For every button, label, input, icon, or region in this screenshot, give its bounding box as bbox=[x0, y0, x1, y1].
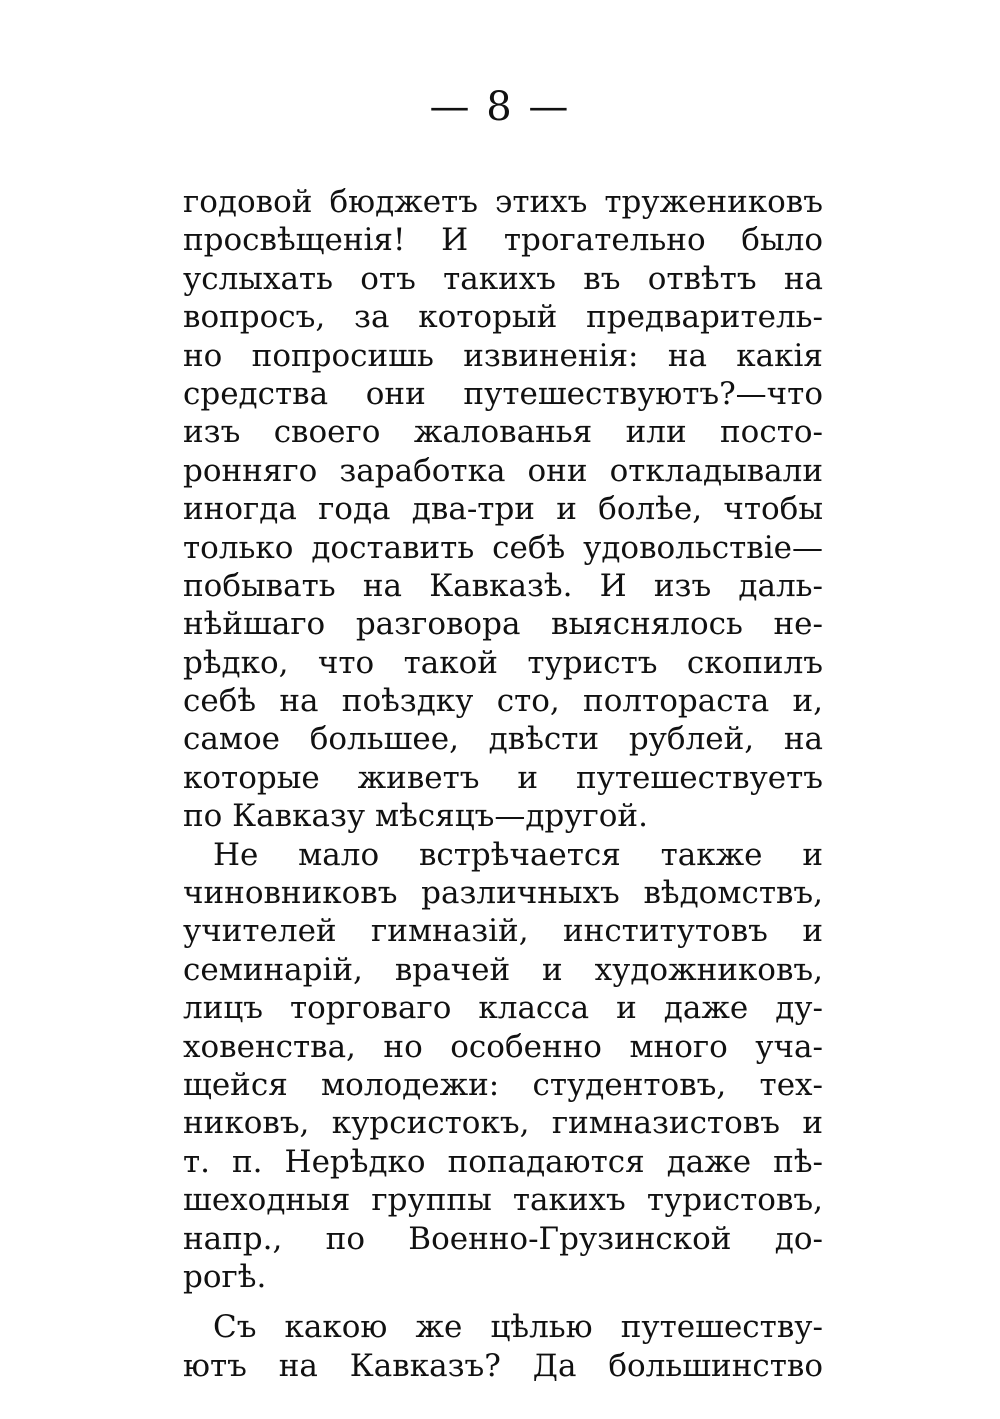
text-line: Не мало встрѣчается также и bbox=[213, 836, 823, 873]
text-line: по Кавказу мѣсяцъ—другой. bbox=[183, 798, 648, 835]
text-line: рогѣ. bbox=[183, 1258, 267, 1295]
text-line: нѣйшаго разговора выяснялось не- bbox=[183, 606, 823, 643]
text-line: просвѣщенія! И трогательно было bbox=[183, 222, 823, 259]
text-line: себѣ на поѣздку сто, полтораста и, bbox=[183, 683, 823, 720]
body-text bbox=[183, 183, 823, 1385]
text-line: щейся молодежи: студентовъ, тех- bbox=[183, 1066, 823, 1103]
text-line: вопросъ, за который предваритель- bbox=[183, 299, 823, 336]
text-line: учителей гимназій, институтовъ и bbox=[183, 913, 823, 950]
paragraph-1 bbox=[183, 183, 823, 836]
paragraph-3 bbox=[183, 1308, 823, 1385]
text-line: иногда года два-три и болѣе, чтобы bbox=[183, 491, 823, 528]
text-line: семинарій, врачей и художниковъ, bbox=[183, 951, 823, 988]
text-line: самое большее, двѣсти рублей, на bbox=[183, 721, 823, 758]
text-line: чиновниковъ различныхъ вѣдомствъ, bbox=[183, 875, 823, 912]
text-line: ронняго заработка они откладывали bbox=[183, 452, 823, 489]
text-line: рѣдко, что такой туристъ скопилъ bbox=[183, 644, 823, 681]
paragraph-2 bbox=[183, 836, 823, 1297]
page-number: — 8 — bbox=[429, 84, 571, 130]
text-line: которые живетъ и путешествуетъ bbox=[183, 759, 823, 796]
text-line: шеходныя группы такихъ туристовъ, bbox=[183, 1182, 823, 1219]
text-line: лицъ торговаго класса и даже ду- bbox=[183, 990, 823, 1027]
text-line: только доставить себѣ удовольствіе— bbox=[183, 529, 823, 566]
text-line: ховенства, но особенно много уча- bbox=[183, 1028, 823, 1065]
text-line: побывать на Кавказѣ. И изъ даль- bbox=[183, 567, 823, 604]
text-line: Съ какою же цѣлью путешеству- bbox=[213, 1309, 823, 1346]
text-line: но попросишь извиненія: на какія bbox=[183, 337, 823, 374]
text-line: годовой бюджетъ этихъ тружениковъ bbox=[183, 184, 823, 220]
text-line: ютъ на Кавказъ? Да большинство bbox=[183, 1347, 823, 1384]
text-line: т. п. Нерѣдко попадаются даже пѣ- bbox=[183, 1143, 823, 1180]
text-line: средства они путешествуютъ?—что bbox=[183, 375, 823, 412]
paragraph-gap bbox=[183, 1296, 823, 1308]
text-line: изъ своего жалованья или посто- bbox=[183, 414, 823, 451]
text-line: никовъ, курсистокъ, гимназистовъ и bbox=[183, 1105, 823, 1142]
text-line: услыхать отъ такихъ въ отвѣтъ на bbox=[183, 260, 823, 297]
text-line: напр., по Военно-Грузинской до- bbox=[183, 1220, 823, 1257]
